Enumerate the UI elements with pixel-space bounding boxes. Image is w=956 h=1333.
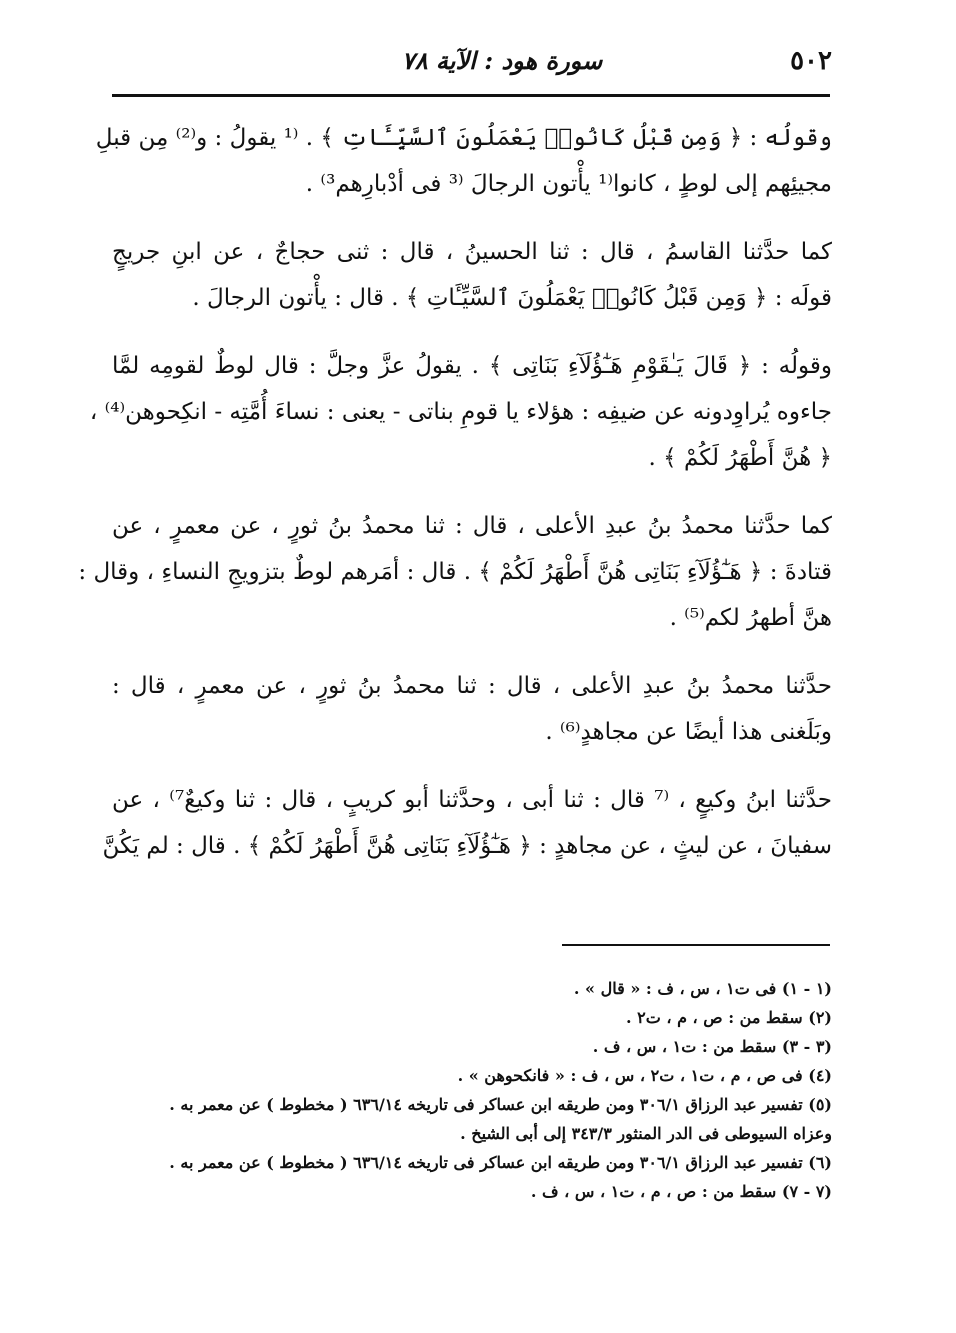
footnote: (١ - ١) فى ت١ ، س ، ف : « قال » . <box>573 979 832 998</box>
text-line: قولَه : ﴿ وَمِن قَبْلُ كَانُوا۟ يَعْمَلُونَ ٱلسَّيِّـَٔاتِ ﴾ . قال : يأْتون الرجالَ . <box>192 285 832 311</box>
paragraph <box>102 778 833 870</box>
paragraph <box>78 504 832 642</box>
footnote: وعزاه السيوطى فى الدر المنثور ٣٤٣/٣ إلى أبى الشيخ . <box>460 1124 832 1143</box>
text-line: كما حدَّثنا محمدُ بنُ عبدِ الأعلى ، قال : ثنا محمدُ بنُ ثورٍ ، عن معمرٍ ، عن <box>112 513 832 539</box>
text-line: كما حدَّثنا القاسمُ ، قال : ثنا الحسينُ ، قال : ثنى حجاجٌ ، عن ابنِ جريجٍ <box>112 239 832 265</box>
text-line: سفيانَ ، عن ليثٍ ، عن مجاهدٍ : ﴿ هَـٰٓؤُلَآءِ بَنَاتِى هُنَّ أَطْهَرُ لَكُمْ ﴾ . قال : لم يَكُنَّ <box>102 833 832 859</box>
paragraph <box>89 344 832 482</box>
header-rule <box>112 94 830 97</box>
footnotes <box>112 974 832 1206</box>
page-header <box>112 40 832 90</box>
paragraph <box>95 116 832 208</box>
footnote: (٧ - ٧) سقط من : ص ، م ، ت١ ، س ، ف . <box>530 1182 832 1201</box>
footnote: (٥) تفسير عبد الرزاق ٣٠٦/١ ومن طريقه ابن عساكر فى تاريخه ٦٣٦/١٤ ( مخطوط ) عن معمر به . <box>169 1095 832 1114</box>
footnote: (٣ - ٣) سقط من : ت١ ، س ، ف . <box>592 1037 832 1056</box>
text-line: مجيئِهم إلى لوطٍ ، كانوا⁽¹ يأْتون الرجالَ ⁽³ فى أدْبارِهم³⁾ . <box>305 171 832 197</box>
paragraph <box>112 230 832 322</box>
paragraph <box>112 664 832 756</box>
text-line: وقولُه : ﴿ وَمِن قَبْلُ كَانُوا۟ يَعْمَلُونَ ٱلسَّيِّـَٔاتِ ﴾ . ⁽¹ يقولُ : و⁽²⁾ مِن قبلِ <box>95 125 832 151</box>
text-line: هنَّ أطهرُ لكم⁽⁵⁾ . <box>669 605 832 631</box>
main-text <box>78 116 833 892</box>
footnote: (٤) فى ص ، م ، ت١ ، ت٢ ، س ، ف : « فانكحوهن » . <box>457 1066 832 1085</box>
footnote: (٦) تفسير عبد الرزاق ٣٠٦/١ ومن طريقه ابن عساكر فى تاريخه ٦٣٦/١٤ ( مخطوط ) عن معمر به . <box>169 1153 832 1172</box>
text-line: حدَّثنا محمدُ بنُ عبدِ الأعلى ، قال : ثنا محمدُ بنُ ثورٍ ، عن معمرٍ ، قال : <box>112 673 832 699</box>
text-line: وقولُه : ﴿ قَالَ يَـٰقَوْمِ هَـٰٓؤُلَآءِ بَنَاتِى ﴾ . يقولُ عزَّ وجلَّ : قال لوطٌ لقومِه لمَّا <box>112 353 832 379</box>
text-line: حدَّثنا ابنُ وكيعٍ ، ⁽⁷ قال : ثنا أبى ، وحدَّثنا أبو كريبٍ ، قال : ثنا وكيعٌ⁷⁾ ، عن <box>112 787 833 813</box>
text-line: جاءوه يُراوِدونه عن ضيفِه : هؤلاء يا قومِ بناتى - يعنى : نساءَ أُمَّتِه - انكِحوهن⁽⁴⁾ ، <box>89 399 832 425</box>
text-line: وبَلَغنى هذا أيضًا عن مجاهدٍ⁽⁶⁾ . <box>545 719 832 745</box>
running-title: سورة هود : الآية ٧٨ <box>401 46 603 75</box>
text-line: قتادةَ : ﴿ هَـٰٓؤُلَآءِ بَنَاتِى هُنَّ أَطْهَرُ لَكُمْ ﴾ . قال : أمَرهم لوطٌ بتزويجِ النساءِ ، وقال : <box>78 559 832 585</box>
footnote-rule <box>562 944 830 946</box>
text-line: ﴿ هُنَّ أَطْهَرُ لَكُمْ ﴾ . <box>648 445 832 471</box>
page-number: ٥٠٢ <box>790 46 832 76</box>
footnote: (٢) سقط من : ص ، م ، ت٢ . <box>625 1008 832 1027</box>
